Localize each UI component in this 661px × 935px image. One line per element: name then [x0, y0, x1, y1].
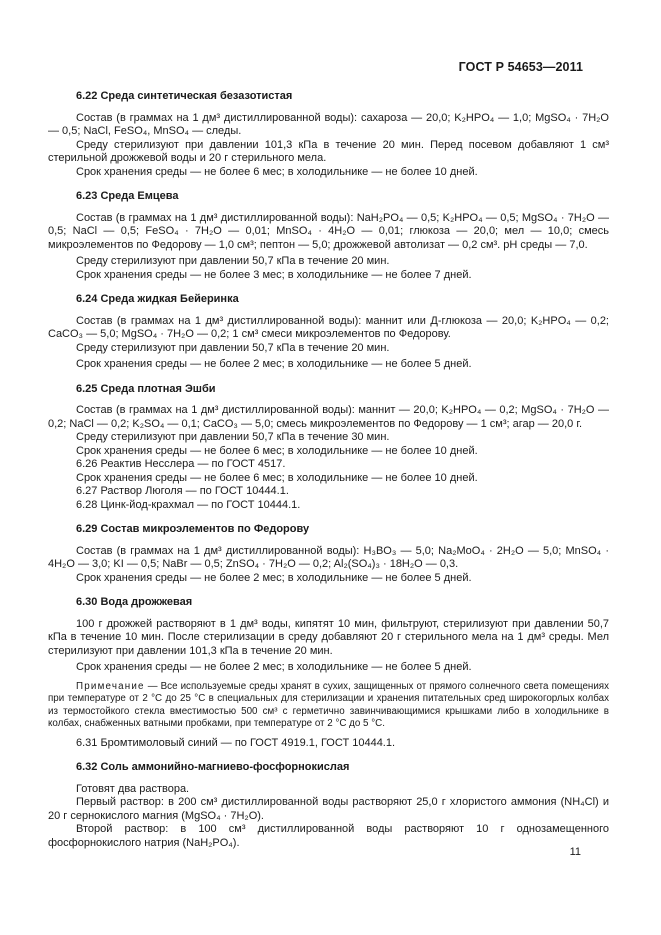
section-6-30-prep: 100 г дрожжей растворяют в 1 дм³ воды, кипятят 10 мин, фильтруют, стерилизуют при давлении 50,7 кПа в течение 10 мин. После стерилизации в среду добавляют 20 г стерильного мела на 1 дм³ среды. Мел стерилизуют при давлении 101,3 кПа в течение 20 мин. [48, 617, 609, 657]
section-6-22-composition: Состав (в граммах на 1 дм³ дистиллированной воды): сахароза — 20,0; K₂HPO₄ — 1,0; MgSO₄ · 7H₂O — 0,5; NaCl, FeSO₄, MnSO₄ — следы. [48, 111, 609, 137]
section-6-25-composition: Состав (в граммах на 1 дм³ дистиллированной воды): маннит — 20,0; K₂HPO₄ — 0,2; MgSO₄ · 7H₂O — 0,2; NaCl — 0,2; K₂SO₄ — 0,1; CaCO₃ — 5,0; смесь микроэлементов по Федорову — 1 см³; агар — 20,0 г. [48, 404, 609, 430]
section-6-24-composition: Состав (в граммах на 1 дм³ дистиллированной воды): маннит или Д-глюкоза — 20,0; K₂HPO₄ — 0,2; CaCO₃ — 5,0; MgSO₄ · 7H₂O — 0,2; 1 см³ смеси микроэлементов по Федорову. [48, 314, 609, 340]
section-6-22-sterilize: Среду стерилизуют при давлении 101,3 кПа в течение 20 мин. Перед посевом добавляют 1 см³ стерильной дрожжевой воды и 20 г стерильного мела. [48, 138, 609, 164]
note-label: Примечание [76, 680, 145, 692]
standard-header: ГОСТ Р 54653—2011 [458, 60, 583, 74]
section-6-23-composition: Состав (в граммах на 1 дм³ дистиллированной воды): NaH₂PO₄ — 0,5; K₂HPO₄ — 0,5; MgSO₄ · 7H₂O — 0,5; NaCl — 0,5; FeSO₄ · 7H₂O — 0,01; MnSO₄ · 4H₂O — 0,01; глюкоза — 20,0; мел — 10,0; смесь микроэлементов по Федорову — 1,0 см³; пептон — 5,0; дрожжевой автолизат — 0,2 см³. pH среды — 7,0. [48, 211, 609, 251]
note-text: — Все используемые среды хранят в сухих, защищенных от прямого солнечного света помещениях при температуре от 2 °С до 25 °С в специальных для стерилизации и хранения питательных сред широкогорлых колбах из термостойкого стекла вместимостью 500 см³ с герметично завинчивающимися крышками либо в холодильнике в колбах, снабженных ватными пробками, при температуре от 2 °С до 5 °С. [48, 680, 609, 729]
section-6-26-text: 6.26 Реактив Несслера — по ГОСТ 4517. [76, 458, 286, 470]
section-6-30-storage: Срок хранения среды — не более 2 мес; в холодильнике — не более 5 дней. [76, 661, 472, 673]
section-6-25-title: 6.25 Среда плотная Эшби [76, 382, 216, 395]
section-6-31-text: 6.31 Бромтимоловый синий — по ГОСТ 4919.1, ГОСТ 10444.1. [76, 736, 396, 749]
section-6-30-note [48, 681, 609, 731]
section-6-32-first-solution: Первый раствор: в 200 см³ дистиллированной воды растворяют 25,0 г хлористого аммония (NH₄Cl) и 20 г сернокислого магния (MgSO₄ · 7H₂O). [48, 796, 609, 822]
section-6-22-title: 6.22 Среда синтетическая безазотистая [76, 90, 293, 102]
page-content [48, 90, 609, 850]
section-6-24-storage: Срок хранения среды — не более 2 мес; в холодильнике — не более 5 дней. [76, 358, 472, 370]
section-6-29-storage: Срок хранения среды — не более 2 мес; в холодильнике — не более 5 дней. [76, 571, 472, 584]
page-number: 11 [569, 846, 581, 858]
section-6-32-title: 6.32 Соль аммонийно-магниево-фосфорнокислая [76, 761, 350, 773]
section-6-22-storage: Срок хранения среды — не более 6 мес; в холодильнике — не более 10 дней. [76, 165, 478, 178]
section-6-23-sterilize: Среду стерилизуют при давлении 50,7 кПа в течение 20 мин. [76, 255, 390, 267]
section-6-25-sterilize: Среду стерилизуют при давлении 50,7 кПа в течение 30 мин. [76, 431, 390, 443]
section-6-24-sterilize: Среду стерилизуют при давлении 50,7 кПа в течение 20 мин. [76, 341, 390, 354]
section-6-32-intro: Готовят два раствора. [76, 782, 190, 795]
section-6-23-title: 6.23 Среда Емцева [76, 190, 179, 202]
section-6-23-storage: Срок хранения среды — не более 3 мес; в холодильнике — не более 7 дней. [76, 268, 472, 281]
section-6-30-title: 6.30 Вода дрожжевая [76, 596, 193, 608]
section-6-27-text: 6.27 Раствор Люголя — по ГОСТ 10444.1. [76, 485, 289, 497]
section-6-29-composition: Состав (в граммах на 1 дм³ дистиллированной воды): H₃BO₃ — 5,0; Na₂MoO₄ · 2H₂O — 5,0; MnSO₄ · 4H₂O — 3,0; KI — 0,5; NaBr — 0,5; ZnSO₄ · 7H₂O — 0,2; Al₂(SO₄)₃ · 18H₂O — 0,3. [48, 544, 609, 570]
section-6-25-storage: Срок хранения среды — не более 6 мес; в холодильнике — не более 10 дней. [76, 444, 478, 457]
section-6-28-text: 6.28 Цинк-йод-крахмал — по ГОСТ 10444.1. [76, 498, 301, 511]
section-6-24-title: 6.24 Среда жидкая Бейеринка [76, 293, 239, 305]
section-6-32-second-solution: Второй раствор: в 100 см³ дистиллированной воды растворяют 10 г однозамещенного фосфорнокислого натрия (NaH₂PO₄). [48, 823, 609, 849]
section-6-26-storage: Срок хранения среды — не более 6 мес; в холодильнике — не более 10 дней. [76, 471, 478, 484]
section-6-29-title: 6.29 Состав микроэлементов по Федорову [76, 523, 310, 535]
